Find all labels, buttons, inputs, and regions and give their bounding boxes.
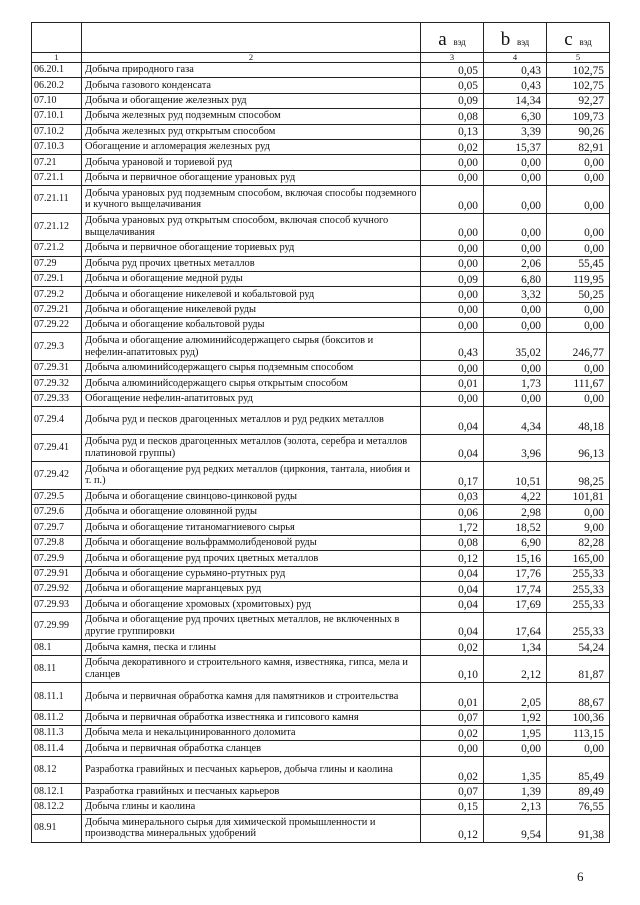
- row-code: 07.21: [32, 155, 82, 170]
- row-code: 07.10.2: [32, 124, 82, 139]
- row-value-c: 90,26: [547, 124, 610, 139]
- row-code: 07.10.3: [32, 139, 82, 154]
- row-value-a: 0,00: [421, 170, 484, 185]
- row-code: 07.29.33: [32, 391, 82, 406]
- table-row: [32, 93, 610, 108]
- table-row: [32, 139, 610, 154]
- row-name: Добыча и первичное обогащение урановых руд: [82, 170, 421, 185]
- table-row: [32, 271, 610, 286]
- row-value-a: 0,00: [421, 241, 484, 256]
- row-name: Добыча и обогащение железных руд: [82, 93, 421, 108]
- row-code: 07.29.4: [32, 407, 82, 435]
- table-row: [32, 78, 610, 93]
- table-row: [32, 434, 610, 462]
- row-value-c: 0,00: [547, 302, 610, 317]
- row-value-c: 165,00: [547, 551, 610, 566]
- table-row: [32, 640, 610, 655]
- row-name: Добыча и обогащение руд прочих цветных металлов: [82, 551, 421, 566]
- row-value-b: 0,00: [484, 186, 547, 214]
- row-code: 07.29.93: [32, 597, 82, 612]
- row-value-c: 113,15: [547, 726, 610, 741]
- row-name: Добыча и первичное обогащение ториевых руд: [82, 241, 421, 256]
- row-value-c: 50,25: [547, 287, 610, 302]
- row-value-b: 0,00: [484, 170, 547, 185]
- column-number: 5: [547, 53, 610, 63]
- row-value-a: 0,05: [421, 78, 484, 93]
- row-value-c: 0,00: [547, 155, 610, 170]
- row-value-c: 102,75: [547, 63, 610, 78]
- row-value-a: 0,43: [421, 333, 484, 361]
- row-value-a: 0,04: [421, 612, 484, 640]
- row-code: 07.29.42: [32, 462, 82, 490]
- row-name: Добыча глины и каолина: [82, 799, 421, 814]
- row-value-b: 6,90: [484, 535, 547, 550]
- table-row: [32, 815, 610, 843]
- row-value-b: 0,00: [484, 391, 547, 406]
- header-code: [32, 23, 82, 53]
- row-value-a: 0,01: [421, 683, 484, 711]
- row-value-c: 0,00: [547, 170, 610, 185]
- row-name: Добыча и обогащение медной руды: [82, 271, 421, 286]
- row-value-a: 0,08: [421, 109, 484, 124]
- row-name: Добыча и обогащение вольфраммолибденовой руды: [82, 535, 421, 550]
- row-value-c: 0,00: [547, 318, 610, 333]
- row-name: Добыча и обогащение марганцевых руд: [82, 581, 421, 596]
- row-value-c: 82,91: [547, 139, 610, 154]
- row-value-c: 9,00: [547, 520, 610, 535]
- row-value-a: 0,01: [421, 376, 484, 391]
- table-row: [32, 109, 610, 124]
- row-name: Добыча природного газа: [82, 63, 421, 78]
- row-name: Обогащение нефелин-апатитовых руд: [82, 391, 421, 406]
- row-value-b: 4,34: [484, 407, 547, 435]
- row-value-c: 0,00: [547, 241, 610, 256]
- table-row: [32, 489, 610, 504]
- row-code: 07.29.6: [32, 505, 82, 520]
- row-name: Добыча железных руд открытым способом: [82, 124, 421, 139]
- row-code: 08.12: [32, 756, 82, 784]
- row-value-c: 0,00: [547, 741, 610, 756]
- table-row: [32, 551, 610, 566]
- table-row: [32, 799, 610, 814]
- row-value-a: 0,02: [421, 726, 484, 741]
- row-value-b: 0,00: [484, 241, 547, 256]
- row-name: Добыча и первичная обработка камня для памятников и строительства: [82, 683, 421, 711]
- row-value-c: 0,00: [547, 186, 610, 214]
- header-col-a: a вэд: [421, 23, 484, 53]
- page-number: 6: [577, 869, 584, 884]
- row-value-a: 0,12: [421, 551, 484, 566]
- table-row: [32, 124, 610, 139]
- row-value-b: 1,73: [484, 376, 547, 391]
- row-value-c: 255,33: [547, 612, 610, 640]
- table-row: [32, 535, 610, 550]
- row-value-b: 1,35: [484, 756, 547, 784]
- table-row: [32, 683, 610, 711]
- row-code: 07.29.1: [32, 271, 82, 286]
- row-value-c: 91,38: [547, 815, 610, 843]
- row-value-b: 17,76: [484, 566, 547, 581]
- row-name: Добыча урановых руд подземным способом, включая способы подземного и кучного выщелачивания: [82, 186, 421, 214]
- row-name: Добыча и обогащение алюминийсодержащего сырья (бокситов и нефелин-апатитовых руд): [82, 333, 421, 361]
- row-name: Добыча руд и песков драгоценных металлов (золота, серебра и металлов платиновой группы): [82, 434, 421, 462]
- row-code: 07.21.2: [32, 241, 82, 256]
- table-row: [32, 710, 610, 725]
- table-row: [32, 391, 610, 406]
- row-code: 08.11.4: [32, 741, 82, 756]
- row-value-c: 48,18: [547, 407, 610, 435]
- row-name: Добыча и обогащение сурьмяно-ртутных руд: [82, 566, 421, 581]
- row-code: 07.29.3: [32, 333, 82, 361]
- row-value-c: 96,13: [547, 434, 610, 462]
- row-value-b: 0,00: [484, 155, 547, 170]
- row-value-a: 0,03: [421, 489, 484, 504]
- row-value-c: 54,24: [547, 640, 610, 655]
- row-code: 07.21.12: [32, 213, 82, 241]
- table-row: [32, 256, 610, 271]
- row-value-b: 0,00: [484, 302, 547, 317]
- row-value-a: 0,02: [421, 756, 484, 784]
- row-code: 07.29.99: [32, 612, 82, 640]
- table-row: [32, 756, 610, 784]
- row-value-c: 100,36: [547, 710, 610, 725]
- row-value-c: 88,67: [547, 683, 610, 711]
- row-code: 07.21.11: [32, 186, 82, 214]
- row-name: Добыча газового конденсата: [82, 78, 421, 93]
- row-value-a: 0,13: [421, 124, 484, 139]
- row-value-c: 101,81: [547, 489, 610, 504]
- row-value-b: 1,92: [484, 710, 547, 725]
- table-row: [32, 318, 610, 333]
- row-code: 07.29.8: [32, 535, 82, 550]
- row-value-a: 0,06: [421, 505, 484, 520]
- row-value-a: 0,04: [421, 597, 484, 612]
- row-name: Добыча руд прочих цветных металлов: [82, 256, 421, 271]
- row-code: 06.20.1: [32, 63, 82, 78]
- row-value-a: 1,72: [421, 520, 484, 535]
- row-value-c: 85,49: [547, 756, 610, 784]
- row-value-b: 3,39: [484, 124, 547, 139]
- row-code: 07.29.32: [32, 376, 82, 391]
- row-name: Разработка гравийных и песчаных карьеров, добыча глины и каолина: [82, 756, 421, 784]
- row-name: Добыча и обогащение свинцово-цинковой руды: [82, 489, 421, 504]
- row-code: 08.11.3: [32, 726, 82, 741]
- table-row: [32, 360, 610, 375]
- row-value-a: 0,00: [421, 741, 484, 756]
- row-value-a: 0,00: [421, 155, 484, 170]
- row-name: Добыча и обогащение хромовых (хромитовых) руд: [82, 597, 421, 612]
- row-name: Добыча и обогащение руд редких металлов (циркония, тантала, ниобия и т. п.): [82, 462, 421, 490]
- row-value-b: 17,74: [484, 581, 547, 596]
- row-value-c: 92,27: [547, 93, 610, 108]
- row-value-c: 102,75: [547, 78, 610, 93]
- row-value-b: 15,37: [484, 139, 547, 154]
- row-value-c: 0,00: [547, 391, 610, 406]
- row-value-b: 17,69: [484, 597, 547, 612]
- row-name: Добыча и обогащение никелевой и кобальтовой руд: [82, 287, 421, 302]
- row-value-b: 1,34: [484, 640, 547, 655]
- row-value-a: 0,10: [421, 655, 484, 683]
- row-value-b: 10,51: [484, 462, 547, 490]
- row-value-a: 0,04: [421, 407, 484, 435]
- row-value-b: 9,54: [484, 815, 547, 843]
- row-code: 07.29: [32, 256, 82, 271]
- row-name: Разработка гравийных и песчаных карьеров: [82, 784, 421, 799]
- row-name: Добыча декоративного и строительного камня, известняка, гипса, мела и сланцев: [82, 655, 421, 683]
- table-row: [32, 213, 610, 241]
- row-value-b: 14,34: [484, 93, 547, 108]
- row-value-b: 0,00: [484, 318, 547, 333]
- row-value-b: 2,98: [484, 505, 547, 520]
- row-value-a: 0,08: [421, 535, 484, 550]
- row-value-a: 0,00: [421, 256, 484, 271]
- row-value-b: 6,30: [484, 109, 547, 124]
- table-row: [32, 287, 610, 302]
- row-name: Добыча и обогащение кобальтовой руды: [82, 318, 421, 333]
- row-value-a: 0,04: [421, 566, 484, 581]
- table-row: [32, 170, 610, 185]
- row-code: 07.10.1: [32, 109, 82, 124]
- row-value-c: 255,33: [547, 581, 610, 596]
- table-row: [32, 302, 610, 317]
- table-row: [32, 241, 610, 256]
- row-value-b: 17,64: [484, 612, 547, 640]
- row-value-a: 0,00: [421, 213, 484, 241]
- row-code: 08.11.1: [32, 683, 82, 711]
- row-value-c: 98,25: [547, 462, 610, 490]
- row-code: 07.29.92: [32, 581, 82, 596]
- table-row: [32, 612, 610, 640]
- row-value-a: 0,12: [421, 815, 484, 843]
- column-number: 1: [32, 53, 82, 63]
- row-value-b: 15,16: [484, 551, 547, 566]
- column-number-row: [32, 53, 610, 63]
- row-value-c: 119,95: [547, 271, 610, 286]
- row-value-a: 0,15: [421, 799, 484, 814]
- row-code: 08.91: [32, 815, 82, 843]
- row-value-b: 0,43: [484, 63, 547, 78]
- row-value-b: 1,95: [484, 726, 547, 741]
- row-value-b: 0,00: [484, 741, 547, 756]
- header-col-c: c вэд: [547, 23, 610, 53]
- data-table-container: [31, 22, 609, 843]
- coefficients-table: [31, 22, 610, 843]
- row-value-a: 0,00: [421, 360, 484, 375]
- row-name: Добыча и первичная обработка известняка и гипсового камня: [82, 710, 421, 725]
- table-row: [32, 407, 610, 435]
- row-value-c: 76,55: [547, 799, 610, 814]
- table-row: [32, 581, 610, 596]
- row-value-a: 0,00: [421, 302, 484, 317]
- row-name: Добыча минерального сырья для химической промышленности и производства минеральных удобрений: [82, 815, 421, 843]
- table-row: [32, 726, 610, 741]
- row-code: 07.29.5: [32, 489, 82, 504]
- table-row: [32, 505, 610, 520]
- row-name: Добыча и обогащение оловянной руды: [82, 505, 421, 520]
- row-value-a: 0,17: [421, 462, 484, 490]
- row-value-a: 0,04: [421, 434, 484, 462]
- row-name: Добыча и обогащение руд прочих цветных металлов, не включенных в другие группировки: [82, 612, 421, 640]
- row-value-b: 4,22: [484, 489, 547, 504]
- row-code: 07.29.2: [32, 287, 82, 302]
- row-value-b: 1,39: [484, 784, 547, 799]
- row-value-c: 55,45: [547, 256, 610, 271]
- column-number: 3: [421, 53, 484, 63]
- table-row: [32, 520, 610, 535]
- row-name: Добыча алюминийсодержащего сырья открытым способом: [82, 376, 421, 391]
- row-value-b: 18,52: [484, 520, 547, 535]
- row-value-a: 0,02: [421, 139, 484, 154]
- column-number: 2: [82, 53, 421, 63]
- row-value-b: 0,43: [484, 78, 547, 93]
- row-value-b: 0,00: [484, 213, 547, 241]
- table-row: [32, 566, 610, 581]
- header-row: [32, 23, 610, 53]
- table-row: [32, 186, 610, 214]
- row-code: 07.29.31: [32, 360, 82, 375]
- table-row: [32, 333, 610, 361]
- row-code: 07.29.41: [32, 434, 82, 462]
- row-value-b: 2,06: [484, 256, 547, 271]
- row-value-b: 2,05: [484, 683, 547, 711]
- row-value-c: 255,33: [547, 566, 610, 581]
- row-value-c: 81,87: [547, 655, 610, 683]
- row-code: 08.12.2: [32, 799, 82, 814]
- row-name: Добыча и обогащение никелевой руды: [82, 302, 421, 317]
- row-value-c: 0,00: [547, 213, 610, 241]
- row-value-a: 0,09: [421, 271, 484, 286]
- row-value-a: 0,00: [421, 287, 484, 302]
- header-col-b: b вэд: [484, 23, 547, 53]
- row-value-c: 0,00: [547, 360, 610, 375]
- row-value-c: 89,49: [547, 784, 610, 799]
- row-value-c: 82,28: [547, 535, 610, 550]
- row-code: 07.29.22: [32, 318, 82, 333]
- row-value-c: 0,00: [547, 505, 610, 520]
- row-value-c: 246,77: [547, 333, 610, 361]
- row-name: Добыча руд и песков драгоценных металлов и руд редких металлов: [82, 407, 421, 435]
- row-code: 06.20.2: [32, 78, 82, 93]
- column-number: 4: [484, 53, 547, 63]
- row-value-b: 6,80: [484, 271, 547, 286]
- row-name: Добыча железных руд подземным способом: [82, 109, 421, 124]
- row-value-a: 0,05: [421, 63, 484, 78]
- row-code: 07.29.91: [32, 566, 82, 581]
- row-name: Добыча мела и некальцинированного доломита: [82, 726, 421, 741]
- table-row: [32, 155, 610, 170]
- row-name: Обогащение и агломерация железных руд: [82, 139, 421, 154]
- row-value-a: 0,00: [421, 186, 484, 214]
- header-name: [82, 23, 421, 53]
- table-row: [32, 462, 610, 490]
- row-value-a: 0,07: [421, 784, 484, 799]
- row-code: 08.1: [32, 640, 82, 655]
- row-code: 08.11.2: [32, 710, 82, 725]
- row-value-c: 255,33: [547, 597, 610, 612]
- table-row: [32, 784, 610, 799]
- row-code: 08.12.1: [32, 784, 82, 799]
- row-code: 07.21.1: [32, 170, 82, 185]
- row-value-a: 0,00: [421, 318, 484, 333]
- row-name: Добыча урановой и ториевой руд: [82, 155, 421, 170]
- table-row: [32, 597, 610, 612]
- table-row: [32, 376, 610, 391]
- row-name: Добыча алюминийсодержащего сырья подземным способом: [82, 360, 421, 375]
- row-value-c: 111,67: [547, 376, 610, 391]
- row-value-a: 0,00: [421, 391, 484, 406]
- row-name: Добыча и обогащение титаномагниевого сырья: [82, 520, 421, 535]
- row-name: Добыча и первичная обработка сланцев: [82, 741, 421, 756]
- row-value-b: 2,12: [484, 655, 547, 683]
- row-value-b: 2,13: [484, 799, 547, 814]
- row-value-a: 0,09: [421, 93, 484, 108]
- table-row: [32, 655, 610, 683]
- row-code: 08.11: [32, 655, 82, 683]
- row-code: 07.29.9: [32, 551, 82, 566]
- row-value-b: 35,02: [484, 333, 547, 361]
- table-body: [32, 63, 610, 843]
- row-value-c: 109,73: [547, 109, 610, 124]
- row-value-a: 0,07: [421, 710, 484, 725]
- row-code: 07.10: [32, 93, 82, 108]
- row-name: Добыча камня, песка и глины: [82, 640, 421, 655]
- row-name: Добыча урановых руд открытым способом, включая способ кучного выщелачивания: [82, 213, 421, 241]
- row-value-b: 3,32: [484, 287, 547, 302]
- table-row: [32, 63, 610, 78]
- row-value-a: 0,04: [421, 581, 484, 596]
- table-row: [32, 741, 610, 756]
- row-code: 07.29.7: [32, 520, 82, 535]
- row-code: 07.29.21: [32, 302, 82, 317]
- row-value-a: 0,02: [421, 640, 484, 655]
- row-value-b: 0,00: [484, 360, 547, 375]
- row-value-b: 3,96: [484, 434, 547, 462]
